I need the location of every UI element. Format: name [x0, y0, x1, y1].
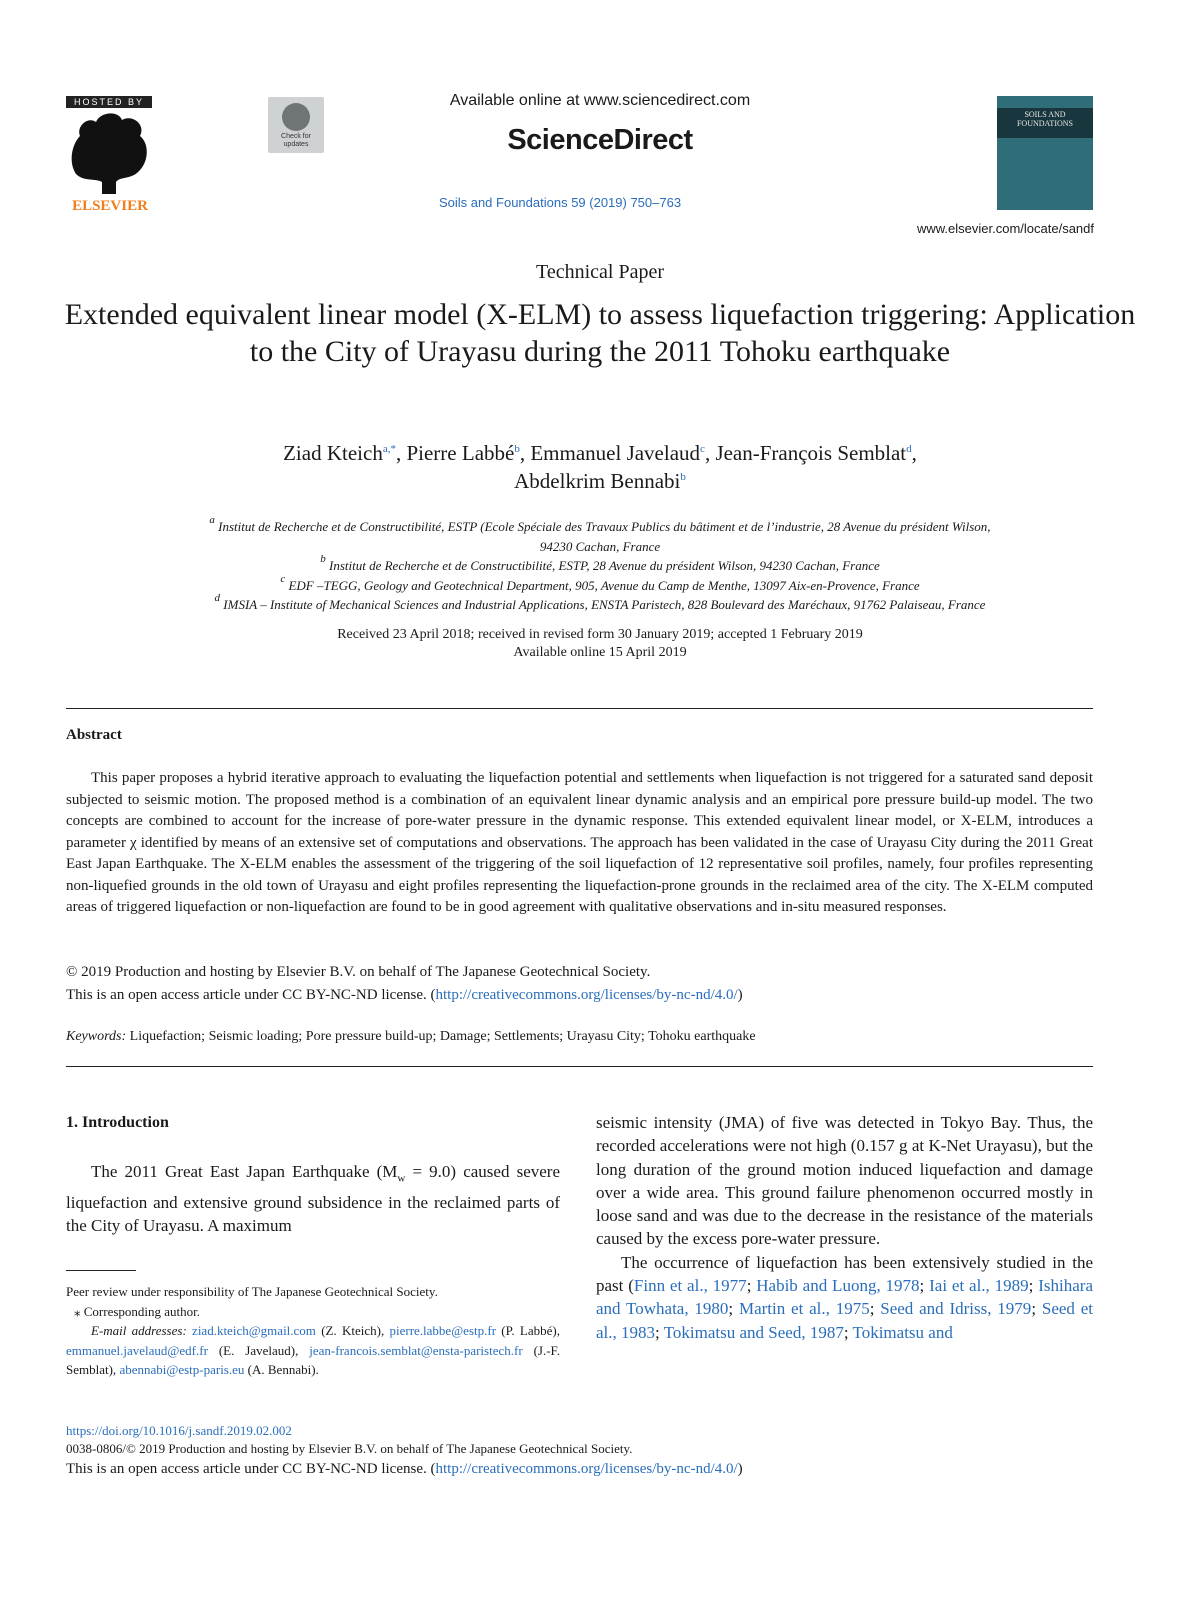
- affiliation-b: $^b$ Institut de Recherche et de Constructibilité, ESTP, 28 Avenue du président Wilson, 94230 Cachan, France: [320, 553, 880, 573]
- author-separator: ,: [704, 441, 716, 465]
- journal-cover-title: SOILS AND FOUNDATIONS: [1016, 110, 1073, 128]
- divider: [66, 708, 1093, 709]
- section-heading: 1. Introduction: [66, 1114, 169, 1131]
- citation-link[interactable]: Tokimatsu and Seed, 1987: [663, 1322, 844, 1342]
- article-dates: [0, 626, 1200, 662]
- intro-left-column: [66, 1160, 560, 1237]
- email-link[interactable]: pierre.labbe@estp.fr: [389, 1323, 497, 1338]
- affiliation-c: $^c$ EDF –TEGG, Geology and Geotechnical Department, 905, Avenue du Camp de Menthe, 13097 Aix-en-Provence, France: [280, 572, 920, 593]
- author-affiliation-mark[interactable]: b: [680, 471, 686, 483]
- author-affiliation-mark[interactable]: b: [514, 443, 520, 455]
- affiliation-d: $^d$ IMSIA – Institute of Mechanical Sciences and Industrial Applications, ENSTA Paristech, 828 Boulevard des Maréchaux, 91762 Palaiseau, France: [214, 592, 986, 612]
- email-link[interactable]: emmanuel.javelaud@edf.fr: [66, 1342, 208, 1358]
- paragraph: The occurrence of liquefaction has been extensively studied in the past (Finn et al., 1977; Habib and Luong, 1978; Iai et al., 1989; Ishihara and Towhata, 1980; Martin et al., 1975; Seed and Idriss, 1979; Seed et al., 1983; Tokimatsu and Seed, 1987; Tokimatsu and: [596, 1252, 1093, 1342]
- citation-link[interactable]: Seed and Idriss, 1979: [880, 1299, 1032, 1319]
- elsevier-logo: [66, 96, 154, 214]
- hosted-by-label: HOSTED BY: [66, 96, 152, 108]
- author-affiliation-mark[interactable]: a,*: [382, 443, 396, 455]
- journal-cover-image: [997, 96, 1093, 210]
- open-access-line: This is an open access article under CC BY-NC-ND license. (http://creativecommons.org/licenses/by-nc-nd/4.0/): [66, 987, 743, 1003]
- license-link[interactable]: http://creativecommons.org/licenses/by-nc-nd/4.0/: [435, 1461, 738, 1477]
- article-title: Extended equivalent linear model (X-ELM) to assess liquefaction triggering: Application to the City of Urayasu during the 2011 Tohoku earthquake: [64, 298, 1136, 368]
- citation-link[interactable]: Ishihara and Towhata, 1980: [596, 1276, 1093, 1319]
- email-link[interactable]: ziad.kteich@gmail.com: [192, 1323, 316, 1338]
- elsevier-tree-icon: [66, 96, 154, 214]
- footnote: [66, 1282, 560, 1380]
- citation-link[interactable]: Seed et al., 1983: [596, 1299, 1093, 1342]
- author-affiliation-mark[interactable]: c: [700, 443, 705, 455]
- author-name[interactable]: Ziad Kteich: [283, 441, 383, 465]
- abstract-heading: Abstract: [66, 727, 122, 743]
- abstract-body: [66, 768, 1093, 919]
- author-separator: ,: [911, 441, 917, 465]
- article-type: Technical Paper: [536, 261, 664, 283]
- abstract-text: This paper proposes a hybrid iterative approach to evaluating the liquefaction potential and settlements when liquefaction is not triggered for a saturated sand deposit subjected to seismic motion. The proposed method is a combination of an equivalent linear dynamic analysis and an empirical pore pressure build-up model. The two concepts are combined to account for the increase of pore-water pressure in the dynamic response. This extended equivalent linear model, or X-ELM, introduces a parameter χ identified by means of an extensive set of computations and observations. The approach has been validated in the case of Urayasu City during the 2011 Great East Japan Earthquake. The X-ELM enables the assessment of the triggering of the soil liquefaction of 12 representative soil profiles, namely, four profiles representing non-liquefied grounds in the old town of Urayasu and eight profiles representing the liquefaction-prone grounds in the reclaimed area of the city. The X-ELM computed areas of triggered liquefaction or non-liquefaction are found to be in good agreement with qualitative observations and in-situ measured responses.: [66, 770, 1093, 915]
- keywords-label: Keywords:: [66, 1029, 127, 1044]
- available-online-date: Available online 15 April 2019: [513, 645, 687, 660]
- journal-url[interactable]: www.elsevier.com/locate/sandf: [916, 221, 1094, 236]
- paragraph: seismic intensity (JMA) of five was detected in Tokyo Bay. Thus, the recorded accelerations were not high (0.157 g at K-Net Urayasu), but the long duration of the ground motion induced liquefaction and damage over a wide area. This ground failure phenomenon occurred mostly in loose sand and was due to the decrease in the resistance of the materials caused by the excess pore-water pressure.: [596, 1113, 1093, 1249]
- citation-link[interactable]: Martin et al., 1975: [738, 1299, 870, 1319]
- author-name[interactable]: Abdelkrim Bennabi: [514, 469, 681, 493]
- author-list: [60, 439, 1140, 495]
- keywords: [66, 1029, 756, 1045]
- intro-right-column: [596, 1111, 1093, 1344]
- author-name[interactable]: Pierre Labbé: [406, 441, 515, 465]
- author-separator: ,: [395, 441, 407, 465]
- elsevier-wordmark: ELSEVIER: [72, 198, 148, 214]
- license-link[interactable]: http://creativecommons.org/licenses/by-nc-nd/4.0/: [435, 987, 738, 1003]
- citation-link[interactable]: Habib and Luong, 1978: [756, 1276, 920, 1296]
- citation-link[interactable]: Tokimatsu and: [852, 1322, 953, 1342]
- peer-review-note: Peer review under responsibility of The Japanese Geotechnical Society.: [66, 1284, 438, 1299]
- affiliations: [40, 514, 1160, 615]
- issn-line: 0038-0806/© 2019 Production and hosting by Elsevier B.V. on behalf of The Japanese Geotechnical Society.: [66, 1441, 633, 1456]
- keywords-list: Liquefaction; Seismic loading; Pore pressure build-up; Damage; Settlements; Urayasu City; Tohoku earthquake: [129, 1029, 756, 1044]
- available-online-text: Available online at www.sciencedirect.com: [449, 92, 751, 109]
- doi-link[interactable]: https://doi.org/10.1016/j.sandf.2019.02.002: [66, 1423, 292, 1438]
- email-link[interactable]: abennabi@estp-paris.eu: [119, 1362, 245, 1377]
- check-updates-icon: [282, 103, 310, 131]
- citation-link[interactable]: Iai et al., 1989: [929, 1276, 1029, 1296]
- copyright-line: © 2019 Production and hosting by Elsevier B.V. on behalf of The Japanese Geotechnical Society.: [66, 964, 651, 980]
- open-access-line: This is an open access article under CC BY-NC-ND license. (http://creativecommons.org/licenses/by-nc-nd/4.0/): [66, 1461, 743, 1477]
- email-link[interactable]: jean-francois.semblat@ensta-paristech.fr: [309, 1342, 523, 1358]
- affiliation-a: $^a$ Institut de Recherche et de Constructibilité, ESTP (Ecole Spéciale des Travaux Publics du bâtiment et de l’industrie, 28 Avenue du président Wilson, 94230 Cachan, France: [209, 514, 991, 554]
- footnote-divider: [66, 1270, 136, 1271]
- paragraph: The 2011 Great East Japan Earthquake $(M_w = 9.0)$ caused severe liquefaction and extensive ground subsidence in the reclaimed parts of the City of Urayasu. A maximum: [66, 1162, 560, 1235]
- email-addresses: E-mail addresses: ziad.kteich@gmail.com (Z. Kteich), pierre.labbe@estp.fr (P. Labbé), emmanuel.javelaud@edf.fr (E. Javelaud), jean-francois.semblat@ensta-paristech.fr (J.-F. Semblat), abennabi@estp-paris.eu (A. Bennabi).: [66, 1323, 560, 1377]
- author-separator: ,: [519, 441, 531, 465]
- check-for-updates-badge[interactable]: [268, 97, 324, 153]
- divider: [66, 1066, 1093, 1067]
- author-name[interactable]: Emmanuel Javelaud: [530, 441, 701, 465]
- journal-reference[interactable]: Soils and Foundations 59 (2019) 750–763: [438, 195, 682, 210]
- author-name[interactable]: Jean-François Semblat: [715, 441, 907, 465]
- sciencedirect-brand[interactable]: ScienceDirect: [507, 124, 693, 156]
- citation-link[interactable]: Finn et al., 1977: [633, 1276, 747, 1296]
- received-dates: Received 23 April 2018; received in revised form 30 January 2019; accepted 1 February 2019: [337, 627, 863, 642]
- corresponding-note: ⁎ Corresponding author.: [74, 1303, 201, 1319]
- author-affiliation-mark[interactable]: d: [906, 443, 912, 455]
- check-updates-label: Check for updates: [281, 133, 311, 148]
